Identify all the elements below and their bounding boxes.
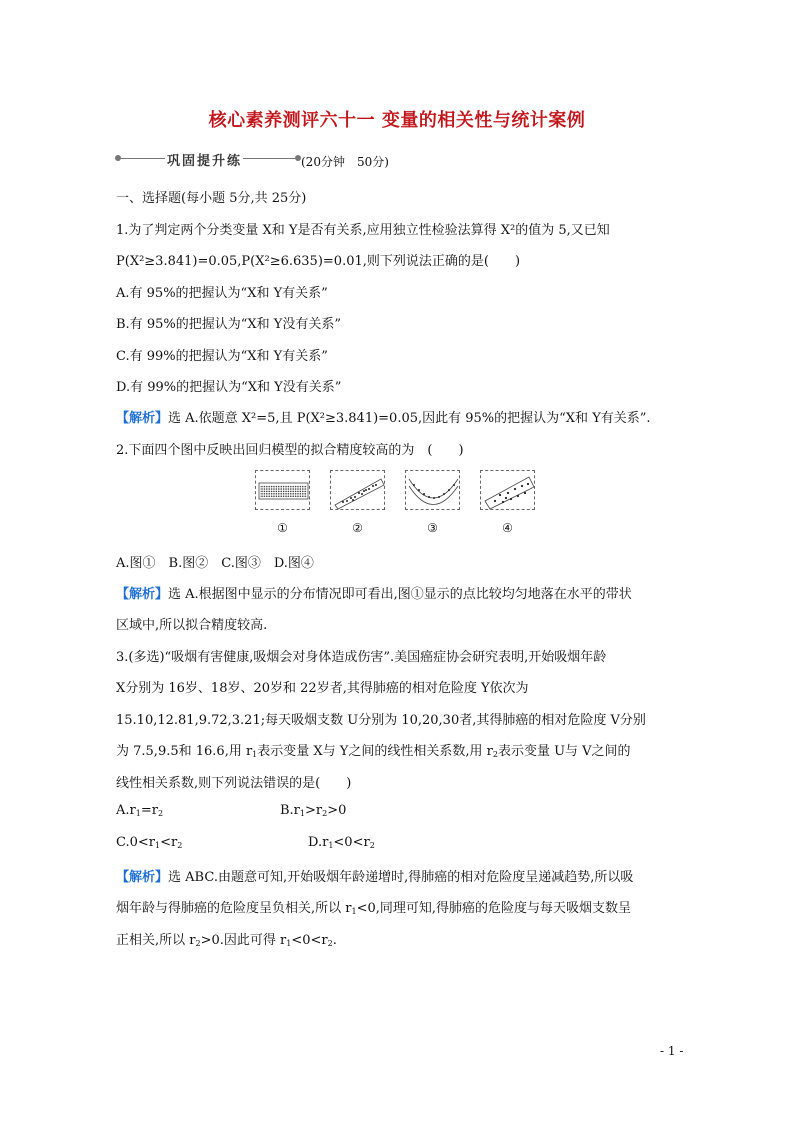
figure-3-label: ③ bbox=[427, 521, 438, 535]
q1-analysis bbox=[116, 407, 651, 426]
section-meta: (20分钟 50分) bbox=[301, 155, 389, 169]
analysis-tag: 【解析】 bbox=[116, 587, 169, 602]
page-title: 核心素养测评六十一 变量的相关性与统计案例 bbox=[208, 110, 586, 131]
q3-opt-b-text2: >r bbox=[305, 803, 323, 818]
figure-2-scatter bbox=[331, 471, 386, 511]
q1-option-c: C.有 99%的把握认为“X和 Y有关系” bbox=[116, 349, 328, 364]
subscript-2: 2 bbox=[492, 750, 498, 759]
q2-options: A.图① B.图② C.图③ D.图④ bbox=[116, 556, 314, 571]
q3-stem-l4-part1: 为 7.5,9.5和 16.6,用 r bbox=[116, 744, 253, 759]
figure-3 bbox=[405, 470, 460, 510]
bar-line-left bbox=[121, 158, 165, 159]
part-heading: 一、选择题(每小题 5分,共 25分) bbox=[116, 191, 307, 206]
q3-option-d bbox=[308, 835, 375, 850]
q3-analysis-l3-part3: <0<r bbox=[291, 933, 328, 948]
q1-option-d: D.有 99%的把握认为“X和 Y没有关系” bbox=[116, 380, 342, 395]
q3-stem-line1: 3.(多选)“吸烟有害健康,吸烟会对身体造成伤害”.美国癌症协会研究表明,开始吸烟年龄 bbox=[116, 650, 607, 665]
q3-stem-line3: 15.10,12.81,9.72,3.21;每天吸烟支数 U分别为 10,20,30者,其得肺癌的相对危险度 V分别 bbox=[116, 713, 646, 728]
figure-1-scatter bbox=[256, 471, 311, 511]
q3-opt-a-text2: =r bbox=[140, 803, 158, 818]
figure-2 bbox=[330, 470, 385, 510]
q2-stem: 2.下面四个图中反映出回归模型的拟合精度较高的为 ( ) bbox=[116, 443, 464, 458]
q3-opt-b-text: B.r bbox=[280, 803, 300, 818]
figure-4 bbox=[480, 470, 535, 510]
subscript-1: 1 bbox=[299, 809, 305, 818]
q3-option-c bbox=[116, 835, 182, 850]
q3-analysis-l3-part1: 正相关,所以 r bbox=[116, 933, 196, 948]
q3-analysis-l2-part2: <0,同理可知,得肺癌的危险度与每天吸烟支数呈 bbox=[356, 901, 632, 916]
q3-opt-d-text: D.r bbox=[308, 835, 329, 850]
figure-4-scatter bbox=[481, 471, 536, 511]
q1-analysis-text: 选 A.依题意 Χ²=5,且 P(Χ²≥3.841)=0.05,因此有 95%的把握认为“X和 Y有关系”. bbox=[168, 411, 651, 426]
analysis-tag: 【解析】 bbox=[116, 411, 169, 426]
analysis-tag: 【解析】 bbox=[116, 870, 169, 885]
figure-1-label: ① bbox=[277, 521, 288, 535]
q3-stem-l4-part2: 表示变量 X与 Y之间的线性相关系数,用 r bbox=[257, 744, 493, 759]
subscript-1: 1 bbox=[135, 809, 141, 818]
q2-analysis-line2: 区域中,所以拟合精度较高. bbox=[116, 618, 268, 633]
subscript-1: 1 bbox=[286, 939, 292, 948]
subscript-2: 2 bbox=[195, 939, 201, 948]
q3-opt-a-text: A.r bbox=[116, 803, 136, 818]
q3-stem-l4-part3: 表示变量 U与 V之间的 bbox=[497, 744, 631, 759]
subscript-2: 2 bbox=[327, 939, 333, 948]
subscript-2: 2 bbox=[369, 841, 375, 850]
q3-stem-line5: 线性相关系数,则下列说法错误的是( ) bbox=[116, 776, 352, 791]
subscript-1: 1 bbox=[351, 907, 357, 916]
subscript-2: 2 bbox=[177, 841, 183, 850]
q2-figures bbox=[255, 470, 535, 540]
section-label: 巩固提升练 bbox=[167, 154, 243, 169]
q3-opt-b-text3: >0 bbox=[327, 803, 347, 818]
q3-analysis-l3-part4: . bbox=[332, 933, 337, 948]
q1-stem-line2: P(Χ²≥3.841)=0.05,P(Χ²≥6.635)=0.01,则下列说法正确的是( ) bbox=[116, 254, 521, 269]
q3-option-a bbox=[116, 803, 163, 818]
q3-analysis-line3 bbox=[116, 929, 337, 948]
q1-stem-line1: 1.为了判定两个分类变量 X和 Y是否有关系,应用独立性检验法算得 Χ²的值为 5,又已知 bbox=[116, 223, 610, 238]
subscript-2: 2 bbox=[322, 809, 328, 818]
bar-line-right bbox=[243, 158, 295, 159]
q3-opt-d-text2: <0<r bbox=[333, 835, 370, 850]
q1-option-b: B.有 95%的把握认为“X和 Y没有关系” bbox=[116, 317, 341, 332]
q3-analysis-line2 bbox=[116, 897, 631, 916]
page-number: - 1 - bbox=[660, 1044, 684, 1058]
figure-2-label: ② bbox=[352, 521, 363, 535]
q2-analysis-line1 bbox=[116, 583, 632, 602]
subscript-1: 1 bbox=[252, 750, 258, 759]
subscript-1: 1 bbox=[328, 841, 334, 850]
figure-3-scatter bbox=[406, 471, 461, 511]
subscript-2: 2 bbox=[157, 809, 164, 818]
q3-option-b bbox=[280, 803, 346, 818]
q3-analysis-l3-part2: >0.因此可得 r bbox=[200, 933, 287, 948]
figure-1 bbox=[255, 470, 310, 510]
q3-analysis-l2-part1: 烟年龄与得肺癌的危险度呈负相关,所以 r bbox=[116, 901, 352, 916]
q2-analysis-text1: 选 A.根据图中显示的分布情况即可看出,图①显示的点比较均匀地落在水平的带状 bbox=[168, 587, 632, 602]
q3-stem-line4 bbox=[116, 740, 631, 759]
q3-analysis-line1 bbox=[116, 866, 633, 885]
q3-opt-c-text2: <r bbox=[160, 835, 178, 850]
figure-4-label: ④ bbox=[502, 521, 513, 535]
q1-option-a: A.有 95%的把握认为“X和 Y有关系” bbox=[116, 286, 328, 301]
q3-analysis-text1: 选 ABC.由题意可知,开始吸烟年龄递增时,得肺癌的相对危险度呈递减趋势,所以吸 bbox=[168, 870, 634, 885]
q3-stem-line2: X分别为 16岁、18岁、20岁和 22岁者,其得肺癌的相对危险度 Y依次为 bbox=[116, 681, 529, 696]
subscript-1: 1 bbox=[155, 841, 161, 850]
q3-opt-c-text: C.0<r bbox=[116, 835, 155, 850]
